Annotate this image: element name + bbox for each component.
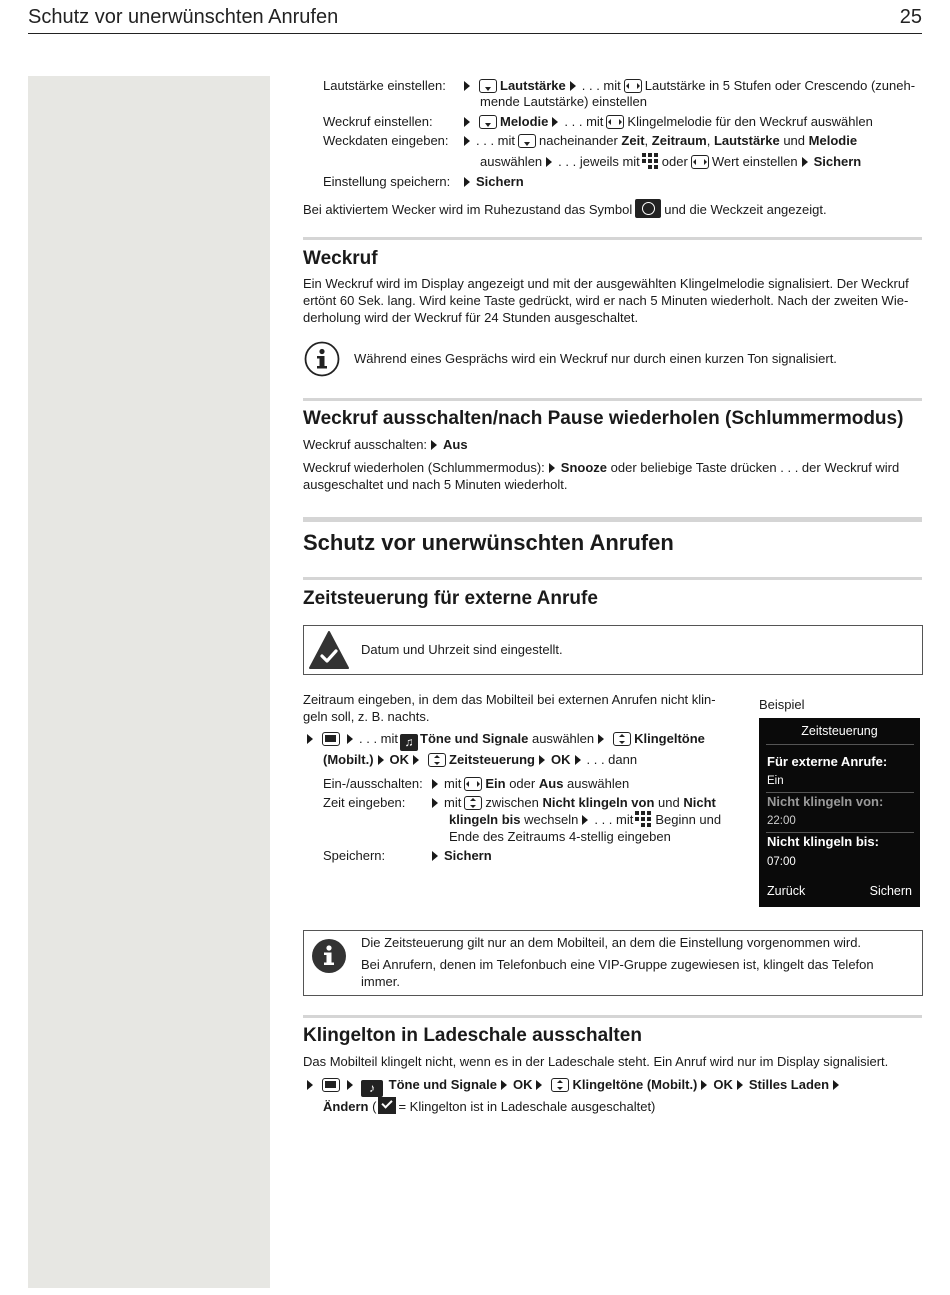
arrow-icon [701,1080,707,1090]
page-number: 25 [899,6,922,28]
zeit-intro: Zeitraum eingeben, in dem das Mobilteil bei externen Anrufen nicht klin- [303,692,716,707]
arrow-icon [347,1080,353,1090]
display-softkey-back: Zurück [767,884,806,898]
ladeschale-step1: ♪ Töne und Signale OK Klingeltöne (Mobilt.) OK Stilles Laden [303,1076,845,1097]
arrow-icon [307,734,313,744]
info-line3: immer. [361,974,400,989]
heading-zeitsteuerung: Zeitsteuerung für externe Anrufe [303,588,598,609]
display-title: Zeitsteuerung [801,724,878,738]
weckruf-text: Ein Weckruf wird im Display angezeigt und mit der ausgewählten Klingelmelodie signalisiert. Der Weckruf ertönt 60 Sek. lang. Wird keine Taste gedrückt, wird er nach 5 Minuten wiederholt. Nach der zweiten Wie- derholung wird der Weckruf für 24 Stunden ausgeschaltet. [303,276,909,325]
step-alarm: Melodie . . . mit Klingelmelodie für den Weckruf auswählen [460,113,873,130]
weckruf-info: Während eines Gesprächs wird ein Weckruf nur durch einen kurzen Ton signalisiert. [354,351,837,366]
display-divider [766,744,914,745]
step-time-cont: klingeln bis wechseln . . . mit Beginn und [449,812,722,827]
step-volume: Lautstärke . . . mit Lautstärke in 5 Stufen oder Crescendo (zuneh- [460,77,915,94]
display-softkey-save: Sichern [869,884,912,898]
display-label-external: Für externe Anrufe: [767,754,888,769]
label-onoff: Ein-/ausschalten: [323,776,423,791]
arrow-icon [802,157,808,167]
heading-section: Schutz vor unerwünschten Anrufen [303,530,674,555]
arrow-icon [598,734,604,744]
nav-leftright-icon [464,777,482,791]
header-rule [28,33,922,34]
arrow-icon [347,734,353,744]
music-note-icon: ♫ [400,734,418,751]
heading-ladeschale: Klingelton in Ladeschale ausschalten [303,1025,642,1046]
heading-snooze: Weckruf ausschalten/nach Pause wiederholen (Schlummermodus) [303,408,904,429]
snooze-repeat-cont: ausgeschaltet und nach 5 Minuten wiederholt. [303,477,568,492]
display-divider [766,792,914,793]
page-header-title: Schutz vor unerwünschten Anrufen [28,6,339,28]
arrow-icon [536,1080,542,1090]
section-divider [303,237,922,240]
arrow-icon [432,779,438,789]
nav-leftright-icon [606,115,624,129]
snooze-repeat: Weckruf wiederholen (Schlummermodus): Snooze oder beliebige Taste drücken . . . der Weckruf wird [303,460,900,475]
arrow-icon [432,851,438,861]
arrow-icon [549,463,555,473]
keypad-icon [635,811,653,827]
zeit-intro-cont: geln soll, z. B. nachts. [303,709,430,724]
step-time-cont2: Ende des Zeitraums 4-stellig eingeben [449,829,671,844]
step-save-setting: Sichern [460,173,524,190]
arrow-icon [539,755,545,765]
menu-key-icon [322,732,340,746]
step-onoff: mit Ein oder Aus auswählen [428,775,629,792]
info-line2: Bei Anrufern, denen im Telefonbuch eine VIP-Gruppe zugewiesen ist, klingelt das Telefon [361,957,874,972]
arrow-icon [582,815,588,825]
nav-down-icon [479,79,497,93]
display-label-from: Nicht klingeln von: [767,794,884,809]
alarm-clock-icon [635,199,661,218]
warning-check-icon [309,630,349,670]
ladeschale-text: Das Mobilteil klingelt nicht, wenn es in der Ladeschale steht. Ein Anruf wird nur im Display signalisiert. [303,1054,889,1069]
arrow-icon [546,157,552,167]
arrow-icon [413,755,419,765]
example-label: Beispiel [759,697,805,712]
keypad-icon [642,153,660,169]
section-divider [303,1015,922,1018]
nav-updown-icon [613,732,631,746]
nav-leftright-icon [691,155,709,169]
arrow-icon [833,1080,839,1090]
music-note-icon: ♪ [361,1080,383,1097]
section-divider [303,398,922,401]
label-save-setting: Einstellung speichern: [323,174,451,189]
checkbox-checked-icon [378,1097,396,1114]
arrow-icon [464,81,470,91]
arrow-icon [307,1080,313,1090]
arrow-icon [464,177,470,187]
menu-key-icon [322,1078,340,1092]
info-icon [311,938,347,974]
display-value-until: 07:00 [767,856,796,868]
display-value-from: 22:00 [767,815,796,827]
label-time: Zeit eingeben: [323,795,406,810]
label-alarm-data: Weckdaten eingeben: [323,133,449,148]
nav-updown-icon [464,796,482,810]
arrow-icon [432,798,438,808]
arrow-icon [570,81,576,91]
sidebar-panel [28,76,270,1288]
arrow-icon [575,755,581,765]
label-save: Speichern: [323,848,386,863]
phone-display [759,718,920,907]
prerequisite-text: Datum und Uhrzeit sind eingestellt. [361,642,563,657]
nav-down-icon [518,134,536,148]
label-alarm: Weckruf einstellen: [323,114,433,129]
step-time: mit zwischen Nicht klingeln von und Nicht [428,794,716,811]
ladeschale-step2: Ändern ( = Klingelton ist in Ladeschale ausgeschaltet) [323,1099,656,1114]
step-alarm-data-cont: auswählen . . . jeweils mit oder Wert einstellen Sichern [480,154,862,169]
nav-updown-icon [551,1078,569,1092]
label-volume: Lautstärke einstellen: [323,78,446,93]
info-line1: Die Zeitsteuerung gilt nur an dem Mobilteil, an dem die Einstellung vorgenommen wird. [361,935,862,950]
display-value-external: Ein [767,775,784,787]
zeit-step2: (Mobilt.) OK Zeitsteuerung OK . . . dann [323,752,638,767]
arrow-icon [378,755,384,765]
nav-down-icon [479,115,497,129]
arrow-icon [431,440,437,450]
section-divider [303,577,922,580]
arrow-icon [464,117,470,127]
step-volume-cont: mende Lautstärke) einstellen [480,94,647,109]
nav-leftright-icon [624,79,642,93]
alarm-active-note: Bei aktiviertem Wecker wird im Ruhezustand das Symbol und die Weckzeit angezeigt. [303,199,827,218]
arrow-icon [737,1080,743,1090]
display-label-until: Nicht klingeln bis: [767,834,879,849]
heading-weckruf: Weckruf [303,248,378,269]
nav-updown-icon [428,753,446,767]
info-icon [304,341,340,377]
step-save: Sichern [428,847,492,864]
arrow-icon [501,1080,507,1090]
step-alarm-data: . . . mit nacheinander Zeit, Zeitraum, Lautstärke und Melodie [460,132,857,149]
display-divider [766,832,914,833]
arrow-icon [552,117,558,127]
snooze-off: Weckruf ausschalten: Aus [303,437,468,452]
arrow-icon [464,136,470,146]
zeit-step1: . . . mit ♫ Töne und Signale auswählen Klingeltöne [303,730,705,751]
section-divider-major [303,517,922,522]
